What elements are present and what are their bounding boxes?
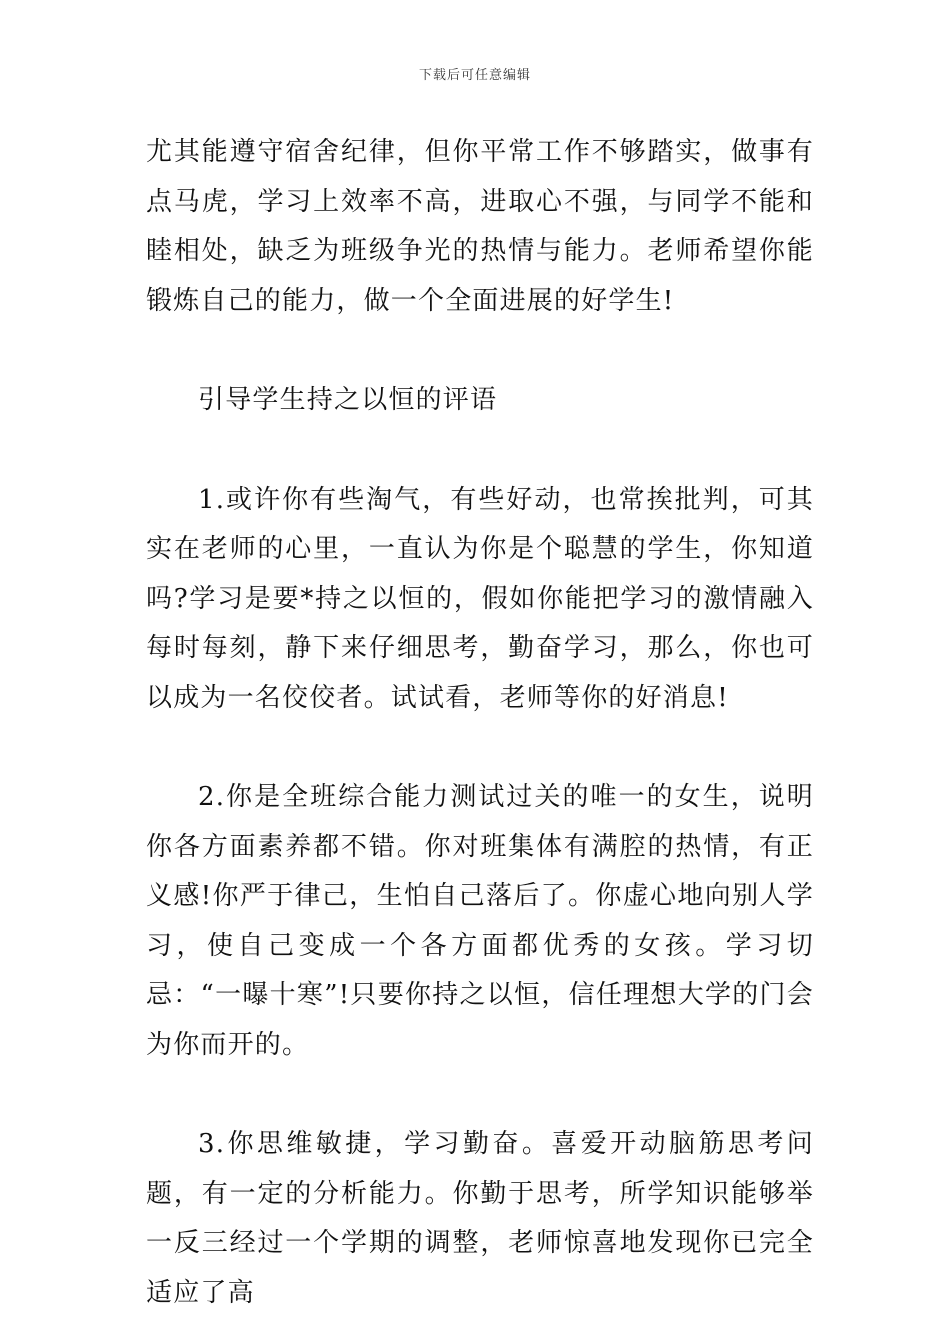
paragraph-continued: 尤其能遵守宿舍纪律，但你平常工作不够踏实，做事有点马虎，学习上效率不高，进取心不强，与同学不能和睦相处，缺乏为班级争光的热情与能力。老师希望你能锻炼自己的能力，做一个全面进展的好学生! [146,137,814,316]
header-note: 下载后可任意编辑 [418,68,531,83]
document-body [146,128,814,1318]
comment-item-2: 2.你是全班综合能力测试过关的唯一的女生，说明你各方面素养都不错。你对班集体有满腔的热情，有正义感!你严于律己，生怕自己落后了。你虚心地向别人学习，使自己变成一个各方面都优秀的女孩。学习切忌：“一曝十寒”!只要你持之以恒，信任理想大学的门会为你而开的。 [146,782,814,1060]
comment-item-1: 1.或许你有些淘气，有些好动，也常挨批判，可其实在老师的心里，一直认为你是个聪慧的学生，你知道吗?学习是要*持之以恒的，假如你能把学习的激情融入每时每刻，静下来仔细思考，勤奋学习，那么，你也可以成为一名佼佼者。试试看，老师等你的好消息! [146,484,814,713]
comment-item-3: 3.你思维敏捷，学习勤奋。喜爱开动脑筋思考问题，有一定的分析能力。你勤于思考，所学知识能够举一反三经过一个学期的调整，老师惊喜地发现你已完全适应了高 [146,1129,814,1308]
section-title: 引导学生持之以恒的评语 [198,385,498,415]
